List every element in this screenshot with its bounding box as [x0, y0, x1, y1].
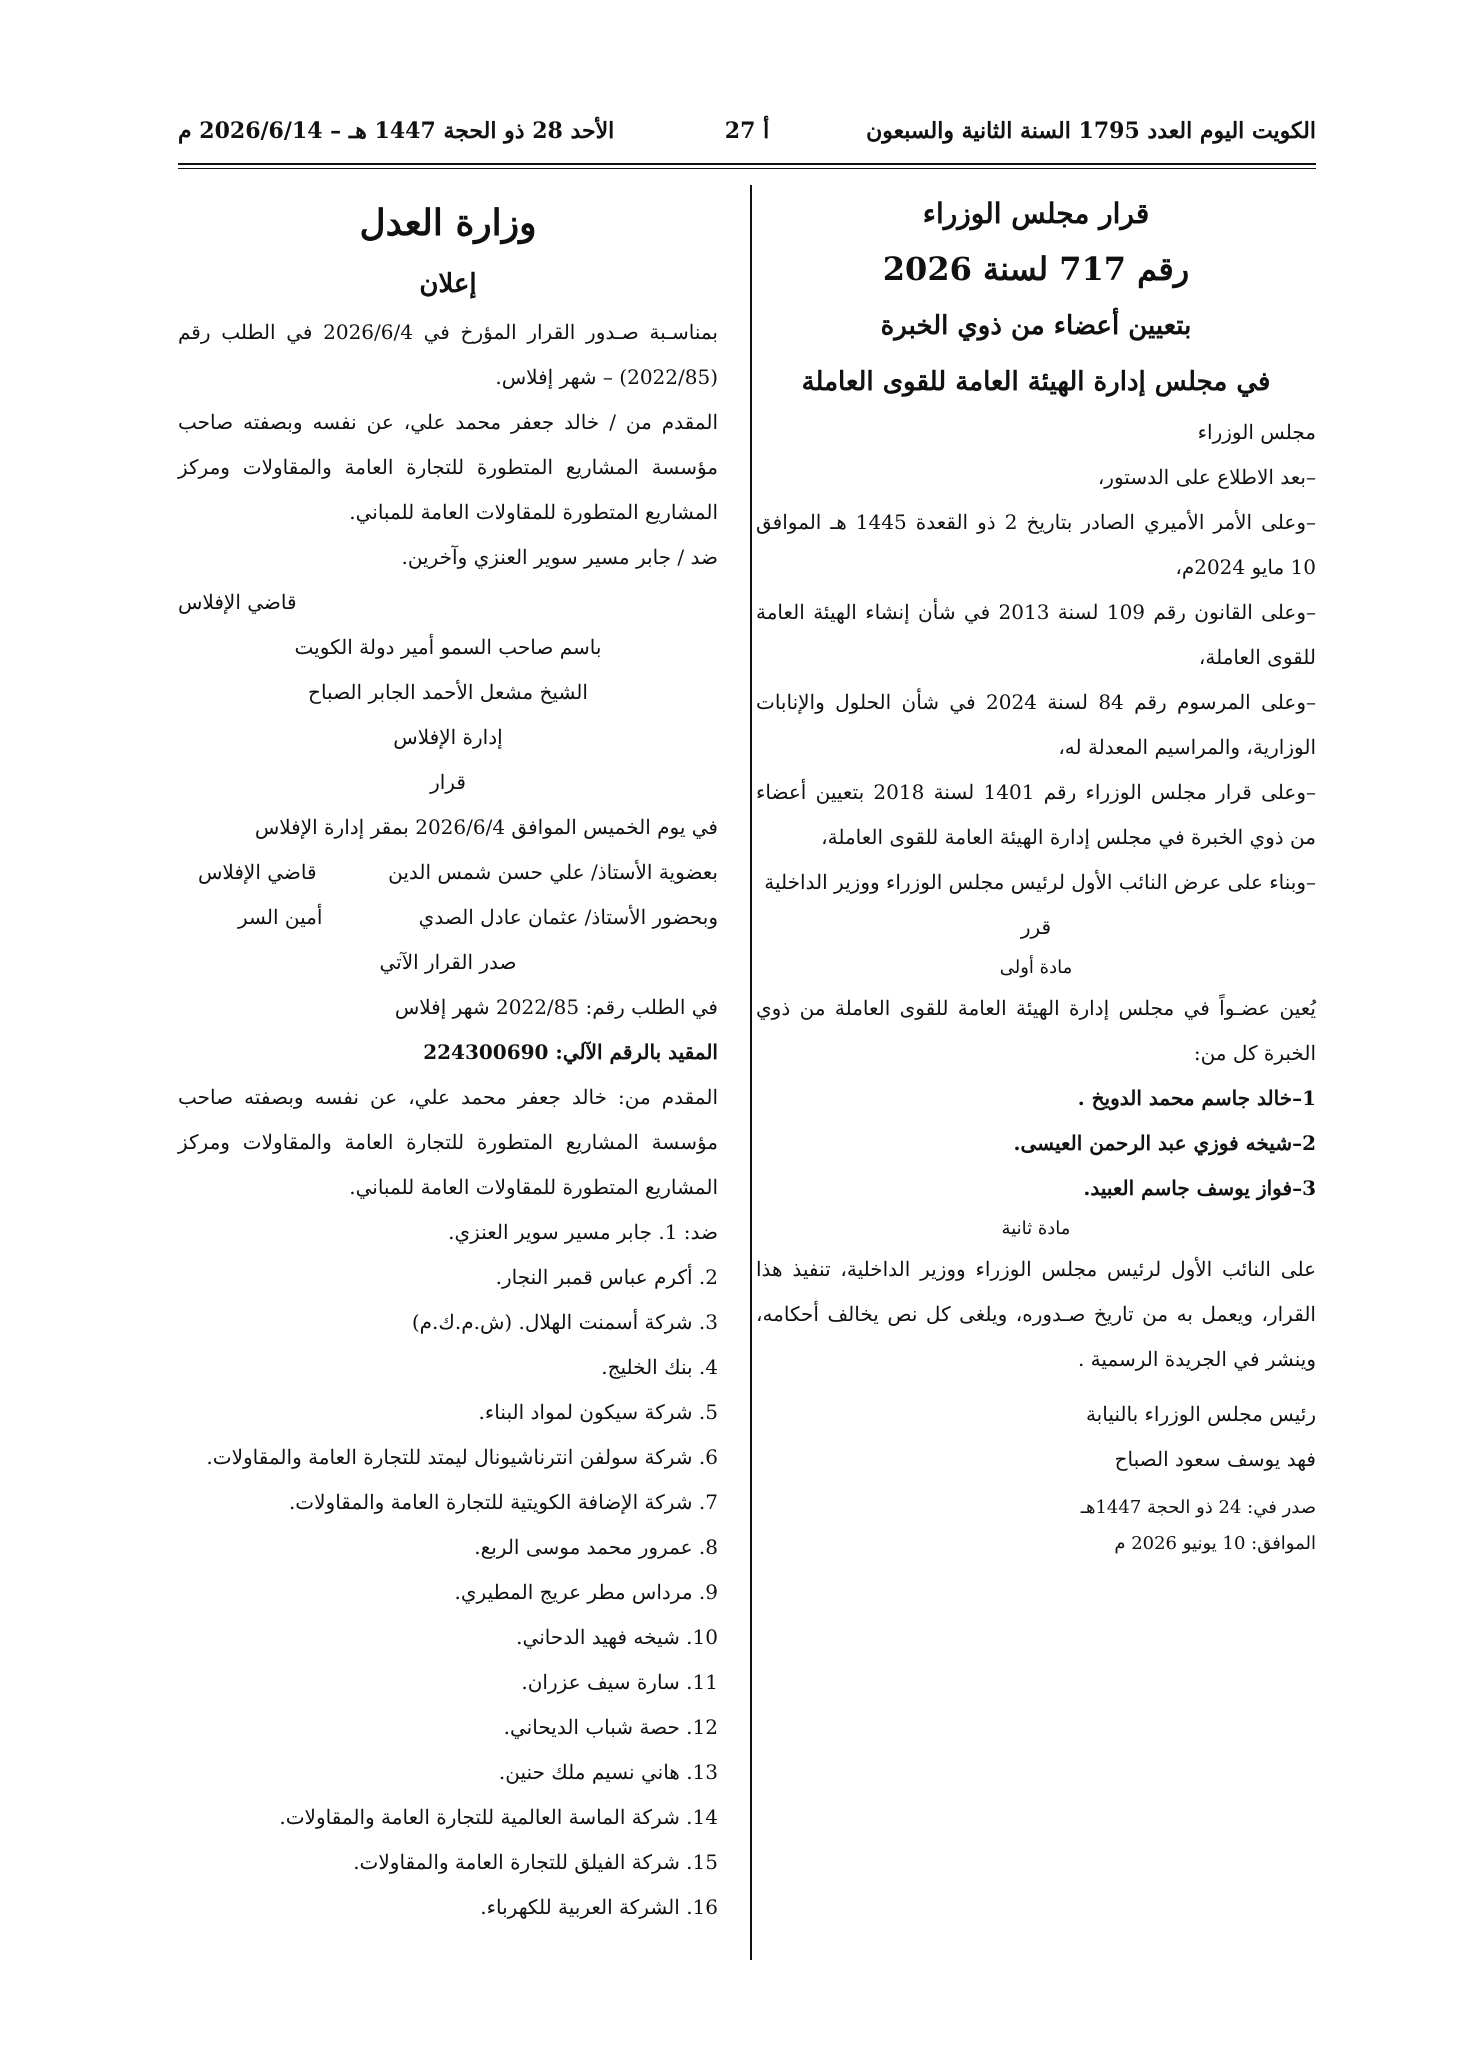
member-item: 1–خالد جاسم محمد الدويخ . [1077, 1086, 1316, 1110]
preamble-item: –وعلى المرسوم رقم 84 لسنة 2024 في شأن الحلول والإنابات الوزارية، والمراسيم المعدلة له، [756, 690, 1316, 759]
defendant-item: 11. سارة سيف عزران. [521, 1670, 718, 1694]
against-text: ضد / جابر مسير سوير العنزي وآخرين. [401, 545, 718, 569]
preamble-item: –وعلى الأمر الأميري الصادر بتاريخ 2 ذو القعدة 1445 هـ الموافق 10 مايو 2024م، [756, 510, 1317, 579]
attendance-role: أمين السر [238, 905, 323, 929]
judge-title: قاضي الإفلاس [178, 590, 297, 614]
signatory-role: رئيس مجلس الوزراء بالنيابة [1085, 1402, 1316, 1426]
sheikh-line: الشيخ مشعل الأحمد الجابر الصباح [308, 680, 588, 704]
member-item: 3–فواز يوسف جاسم العبيد. [1083, 1176, 1316, 1200]
announcement-intro: بمناسـبة صـدور القرار المؤرخ في 2026/6/4 في الطلب رقم (2022/85) – شهر إفلاس. [178, 320, 719, 389]
signatory-name: فهد يوسف سعود الصباح [1114, 1447, 1316, 1471]
decision-number: رقم 717 لسنة 2026 [882, 250, 1190, 288]
request-line: في الطلب رقم: 2022/85 شهر إفلاس [394, 995, 718, 1019]
defendant-item: 16. الشركة العربية للكهرباء. [480, 1895, 718, 1919]
decided-label: قرر [1020, 915, 1052, 939]
decision-title: قرار مجلس الوزراء [922, 197, 1150, 230]
defendant-item: 5. شركة سيكون لمواد البناء. [478, 1400, 718, 1424]
council-label: مجلس الوزراء [1197, 420, 1316, 444]
preamble-item: –وبناء على عرض النائب الأول لرئيس مجلس الوزراء ووزير الداخلية [764, 870, 1316, 894]
defendant-item: 9. مرداس مطر عريج المطيري. [454, 1580, 718, 1604]
defendant-item: 7. شركة الإضافة الكويتية للتجارة العامة والمقاولات. [288, 1490, 718, 1514]
cabinet-decision-column [756, 188, 1316, 1562]
header-page-number: أ 27 [724, 118, 770, 144]
article1-title: مادة أولى [999, 957, 1073, 978]
page-header [178, 118, 1316, 158]
preamble-item: –وعلى القانون رقم 109 لسنة 2013 في شأن إنشاء الهيئة العامة للقوى العاملة، [756, 600, 1316, 669]
attendance-text: وبحضور الأستاذ/ عثمان عادل الصدي [418, 905, 718, 929]
header-rule [178, 163, 1316, 165]
membership-text: بعضوية الأستاذ/ علي حسن شمس الدين [388, 860, 718, 884]
defendant-item: 8. عمرور محمد موسى الربع. [474, 1535, 718, 1559]
article2-text: على النائب الأول لرئيس مجلس الوزراء ووزير الداخلية، تنفيذ هذا القرار، ويعمل به من تاريخ صـدوره، ويلغى كل نص يخالف أحكامه، وينشر في الجريدة الرسمية . [756, 1257, 1317, 1371]
defendant-item: 2. أكرم عباس قمبر النجار. [495, 1265, 718, 1289]
applicant2-text: المقدم من: خالد جعفر محمد علي، عن نفسه وبصفته صاحب مؤسسة المشاريع المتطورة للتجارة العامة والمقاولات ومركز المشاريع المتطورة للمقاولات العامة للمباني. [178, 1085, 718, 1199]
header-date: الأحد 28 ذو الحجة 1447 هـ – 2026/6/14 م [178, 118, 615, 144]
session-line: في يوم الخميس الموافق 2026/6/4 بمقر إدارة الإفلاس [254, 815, 718, 839]
defendant-item: 3. شركة أسمنت الهلال. (ش.م.ك.م) [411, 1310, 718, 1334]
issue-date-hijri: صدر في: 24 ذو الحجة 1447هـ [1080, 1497, 1316, 1518]
issued-decision-line: صدر القرار الآتي [379, 950, 517, 974]
defendant-item: 14. شركة الماسة العالمية للتجارة العامة والمقاولات. [279, 1805, 718, 1829]
defendant-item: 12. حصة شباب الديحاني. [503, 1715, 718, 1739]
in-name-line: باسم صاحب السمو أمير دولة الكويت [294, 635, 602, 659]
header-issue: الكويت اليوم العدد 1795 السنة الثانية والسبعون [866, 118, 1316, 144]
applicant-text: المقدم من / خالد جعفر محمد علي، عن نفسه وبصفته صاحب مؤسسة المشاريع المتطورة للتجارة العامة والمقاولات ومركز المشاريع المتطورة للمقاولات العامة للمباني. [178, 410, 718, 524]
preamble-item: –وعلى قرار مجلس الوزراء رقم 1401 لسنة 2018 بتعيين أعضاء من ذوي الخبرة في مجلس إدارة الهيئة العامة للقوى العاملة، [756, 780, 1316, 849]
header-rule-thin [178, 168, 1316, 169]
decision-subject: بتعيين أعضاء من ذوي الخبرة [880, 311, 1192, 341]
column-divider [750, 185, 752, 1960]
defendant-item: 4. بنك الخليج. [601, 1355, 718, 1379]
decision-subject-cont: في مجلس إدارة الهيئة العامة للقوى العاملة [801, 367, 1271, 397]
article2-title: مادة ثانية [1001, 1218, 1071, 1239]
member-item: 2–شيخه فوزي عبد الرحمن العيسى. [1013, 1131, 1316, 1155]
defendant-item: ضد: 1. جابر مسير سوير العنزي. [448, 1220, 718, 1244]
preamble-item: –بعد الاطلاع على الدستور، [1097, 465, 1316, 489]
announcement-title: إعلان [419, 269, 477, 299]
defendant-item: 15. شركة الفيلق للتجارة العامة والمقاولات. [353, 1850, 718, 1874]
issue-date-gregorian: الموافق: 10 يونيو 2026 م [1114, 1533, 1316, 1554]
ministry-title: وزارة العدل [359, 202, 537, 244]
membership-role: قاضي الإفلاس [198, 860, 317, 884]
department-line: إدارة الإفلاس [393, 725, 503, 749]
justice-announcement-column [178, 188, 718, 1930]
membership-row [178, 850, 718, 895]
defendant-item: 10. شيخه فهيد الدحاني. [516, 1625, 718, 1649]
article1-text: يُعين عضـواً في مجلس إدارة الهيئة العامة للقوى العاملة من ذوي الخبرة كل من: [756, 996, 1316, 1065]
defendant-item: 6. شركة سولفن انترناشيونال ليمتد للتجارة العامة والمقاولات. [206, 1445, 718, 1469]
registered-line: المقيد بالرقم الآلي: 224300690 [423, 1040, 718, 1064]
attendance-row [178, 895, 718, 940]
defendant-item: 13. هاني نسيم ملك حنين. [498, 1760, 718, 1784]
decision-label: قرار [430, 770, 466, 794]
